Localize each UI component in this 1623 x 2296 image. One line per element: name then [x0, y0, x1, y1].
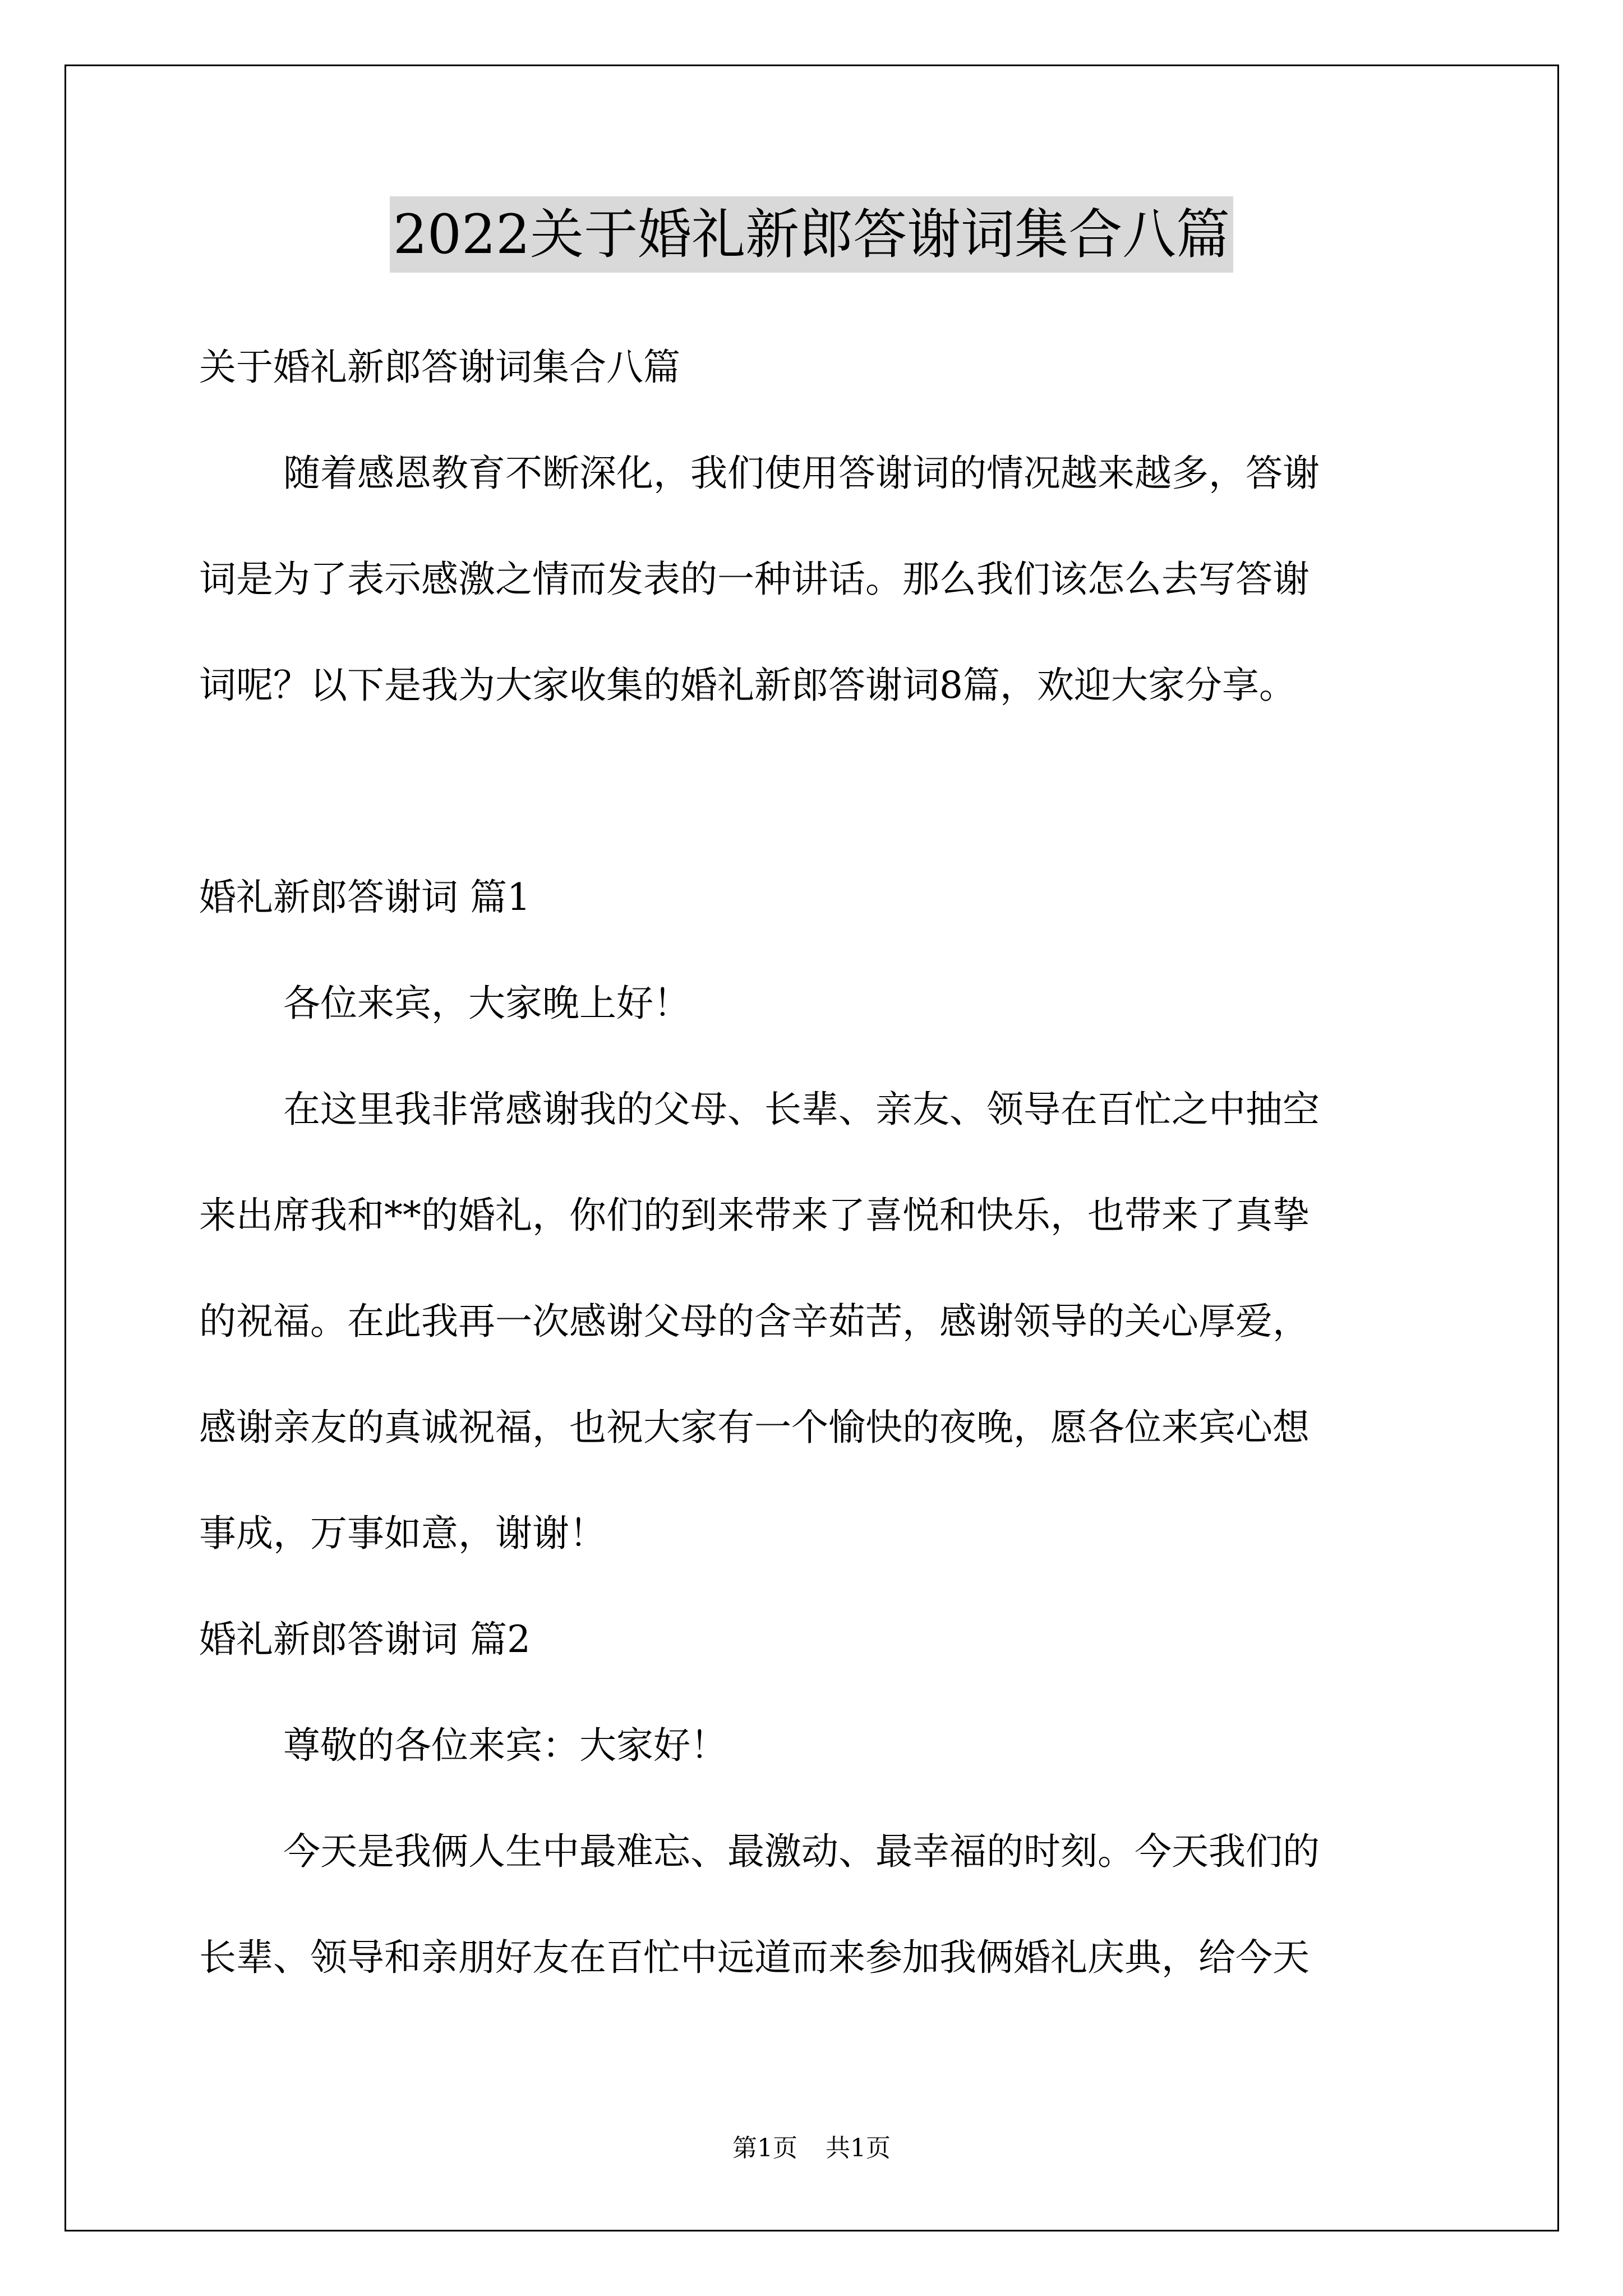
section-heading: 婚礼新郎答谢词 篇2	[199, 1618, 531, 1661]
subtitle: 关于婚礼新郎答谢词集合八篇	[199, 346, 680, 389]
document-title: 2022关于婚礼新郎答谢词集合八篇	[390, 196, 1233, 273]
section-greeting: 各位来宾，大家晚上好！	[283, 982, 690, 1025]
section-line: 事成，万事如意，谢谢！	[199, 1512, 606, 1555]
title-container	[0, 196, 1623, 275]
page-number: 第1页	[732, 2134, 797, 2162]
section-greeting: 尊敬的各位来宾：大家好！	[283, 1724, 727, 1767]
section-line: 长辈、领导和亲朋好友在百忙中远道而来参加我俩婚礼庆典，给今天	[199, 1936, 1310, 1979]
page-total: 共1页	[826, 2134, 891, 2162]
intro-line: 随着感恩教育不断深化，我们使用答谢词的情况越来越多，答谢	[283, 452, 1320, 495]
page-footer	[0, 2132, 1623, 2165]
intro-line: 词呢？以下是我为大家收集的婚礼新郎答谢词8篇，欢迎大家分享。	[199, 664, 1296, 707]
section-line: 在这里我非常感谢我的父母、长辈、亲友、领导在百忙之中抽空	[283, 1088, 1320, 1131]
paragraph-gap	[199, 738, 1430, 844]
section-line: 感谢亲友的真诚祝福，也祝大家有一个愉快的夜晚，愿各位来宾心想	[199, 1406, 1310, 1449]
intro-line: 词是为了表示感激之情而发表的一种讲话。那么我们该怎么去写答谢	[199, 558, 1310, 601]
section-heading: 婚礼新郎答谢词 篇1	[199, 876, 531, 919]
section-line: 的祝福。在此我再一次感谢父母的含辛茹苦，感谢领导的关心厚爱，	[199, 1300, 1310, 1343]
document-body	[199, 314, 1430, 2010]
section-line: 来出席我和**的婚礼，你们的到来带来了喜悦和快乐，也带来了真挚	[199, 1194, 1310, 1237]
section-line: 今天是我俩人生中最难忘、最激动、最幸福的时刻。今天我们的	[283, 1830, 1320, 1873]
